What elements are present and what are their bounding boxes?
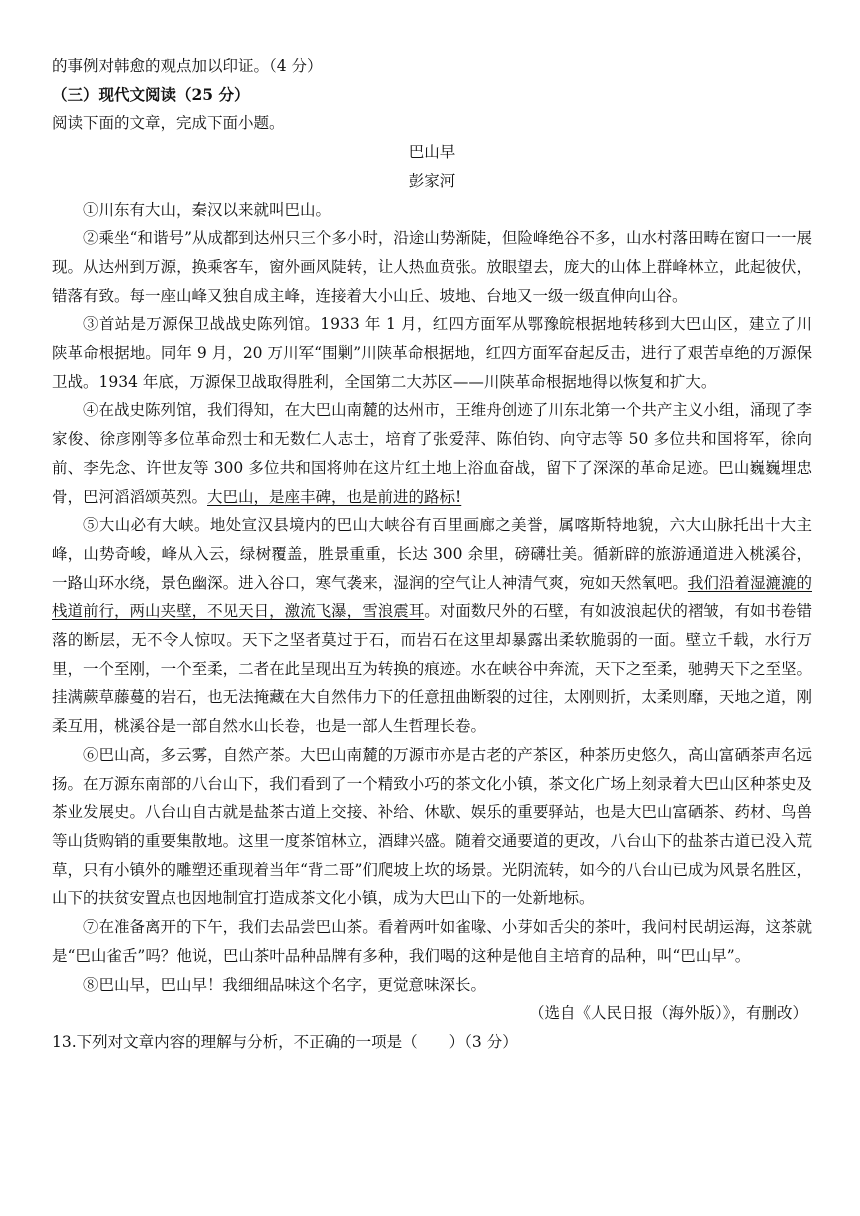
paragraph-4 — [52, 396, 812, 511]
paragraph-5-text-b: 。对面数尺外的石壁，有如波浪起伏的褶皱，有如书卷错落的断层，无不令人惊叹。天下之坚者莫过于石，而岩石在这里却暴露出柔软脆弱的一面。壁立千载，水行万里，一个至刚，一个至柔，二者在此呈现出互为转换的痕迹。水在峡谷中奔流，天下之至柔，驰骋天下之至坚。挂满蕨草藤蔓的岩石，也无法掩藏在大自然伟力下的任意扭曲断裂的过往，太刚则折，太柔则靡，天地之道，刚柔互用，桃溪谷是一部自然水山长卷，也是一部人生哲理长卷。 — [52, 602, 812, 736]
document-page — [52, 52, 812, 1057]
paragraph-3: ③首站是万源保卫战战史陈列馆。1933 年 1 月，红四方面军从鄂豫皖根据地转移到大巴山区，建立了川陕革命根据地。同年 9 月，20 万川军“围剿”川陕革命根据地，红四方面军奋起反击，进行了艰苦卓绝的万源保卫战。1934 年底，万源保卫战取得胜利，全国第二大苏区——川陕革命根据地得以恢复和扩大。 — [52, 315, 812, 391]
paragraph-5-underlined: 我们沿着湿漉漉的栈道前行，两山夹壁，不见天日，激流飞瀑，雪浪震耳 — [52, 573, 812, 621]
intro-line: 的事例对韩愈的观点加以印证。（4 分） — [52, 57, 323, 75]
paragraph-4-underlined: 大巴山，是座丰碑，也是前进的路标! — [207, 487, 462, 506]
article-title: 巴山早 — [408, 143, 456, 162]
paragraph-2: ②乘坐“和谐号”从成都到达州只三个多小时，沿途山势渐陡，但险峰绝谷不多，山水村落田畴在窗口一一展现。从达州到万源，换乘客车，窗外画风陡转，让人热血贲张。放眼望去，庞大的山体上群峰林立，此起彼伏，错落有致。每一座山峰又独自成主峰，连接着大小山丘、坡地、台地又一级一级直伸向山谷。 — [52, 229, 812, 305]
source-note: （选自《人民日报（海外版）》，有删改） — [528, 1004, 808, 1023]
section-heading: （三）现代文阅读（25 分） — [52, 84, 250, 104]
instruction: 阅读下面的文章，完成下面小题。 — [52, 114, 285, 133]
paragraph-6: ⑥巴山高，多云雾，自然产茶。大巴山南麓的万源市亦是古老的产茶区，种茶历史悠久，高山富硒茶声名远扬。在万源东南部的八台山下，我们看到了一个精致小巧的茶文化小镇，茶文化广场上刻录着大巴山区种茶史及茶业发展史。八台山自古就是盐茶古道上交接、补给、休歇、娱乐的重要驿站，也是大巴山富硒茶、药材、鸟兽等山货购销的重要集散地。这里一度茶馆林立，酒肆兴盛。随着交通要道的更改，八台山下的盐茶古道已没入荒草，只有小镇外的雕塑还重现着当年“背二哥”们爬坡上坎的场景。光阴流转，如今的八台山已成为风景名胜区，山下的扶贫安置点也因地制宜打造成茶文化小镇，成为大巴山下的一处新地标。 — [52, 745, 812, 908]
paragraph-8: ⑧巴山早，巴山早！我细细品味这个名字，更觉意味深长。 — [83, 975, 487, 994]
paragraph-1: ①川东有大山，秦汉以来就叫巴山。 — [83, 200, 332, 219]
paragraph-5 — [52, 511, 812, 741]
article-author: 彭家河 — [408, 171, 456, 190]
question-13: 13.下列对文章内容的理解与分析，不正确的一项是（ ）（3 分） — [52, 1032, 518, 1051]
paragraph-5-text-a: ⑤大山必有大峡。地处宣汉县境内的巴山大峡谷有百里画廊之美誉，属喀斯特地貌，六大山脉托出十大主峰，山势奇峻，峰从入云，绿树覆盖，胜景重重，长达 300 余里，磅礴壮美。循新辟的旅游通道进入桃溪谷，一路山环水绕，景色幽深。进入谷口，寒气袭来，湿润的空气让人神清气爽，宛如天然氧吧。 — [52, 516, 812, 592]
paragraph-7: ⑦在准备离开的下午，我们去品尝巴山茶。看着两叶如雀喙、小芽如舌尖的茶叶，我问村民胡运海，这茶就是“巴山雀舌”吗？他说，巴山茶叶品种品牌有多种，我们喝的这种是他自主培育的品种，叫“巴山早”。 — [52, 918, 812, 965]
paragraph-4-text: ④在战史陈列馆，我们得知，在大巴山南麓的达州市，王维舟创迹了川东北第一个共产主义小组，涌现了李家俊、徐彦刚等多位革命烈士和无数仁人志士，培育了张爱萍、陈伯钧、向守志等 50 多位共和国将军，徐向前、李先念、许世友等 300 多位共和国将帅在这片红土地上浴血奋战，留下了深深的革命足迹。巴山巍巍埋忠骨，巴河滔滔颂英烈。 — [52, 401, 812, 506]
